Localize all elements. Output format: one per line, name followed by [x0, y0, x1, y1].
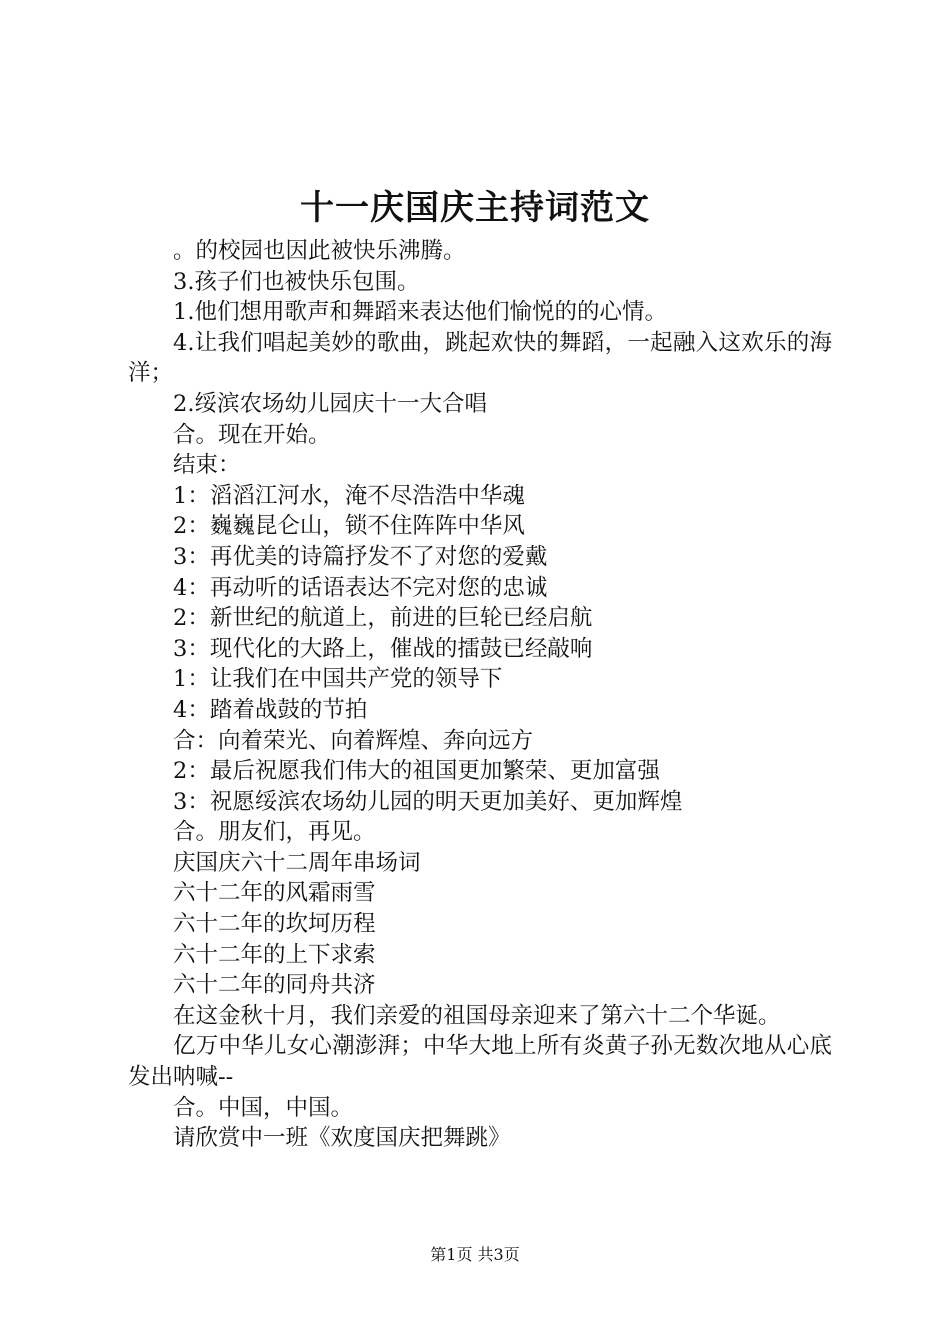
paragraph: 亿万中华儿女心潮澎湃；中华大地上所有炎黄子孙无数次地从心底发出呐喊--	[128, 1033, 832, 1091]
paragraph: 2：新世纪的航道上，前进的巨轮已经启航	[173, 605, 593, 632]
paragraph: 4：踏着战鼓的节拍	[173, 696, 368, 723]
paragraph: 合。朋友们，再见。	[173, 819, 376, 846]
paragraph: 1：滔滔江河水，淹不尽浩浩中华魂	[173, 482, 525, 509]
paragraph: 4：再动听的话语表达不完对您的忠诚	[173, 574, 548, 601]
paragraph: 合。中国，中国。	[173, 1094, 354, 1121]
paragraph: 六十二年的同舟共济	[173, 972, 376, 999]
paragraph: 在这金秋十月，我们亲爱的祖国母亲迎来了第六十二个华诞。	[173, 1002, 781, 1029]
paragraph: 2：最后祝愿我们伟大的祖国更加繁荣、更加富强	[173, 758, 660, 785]
paragraph: 合。现在开始。	[173, 421, 331, 448]
paragraph: 。的校园也因此被快乐沸腾。	[173, 238, 466, 264]
paragraph: 六十二年的上下求索	[173, 941, 376, 968]
paragraph: 3.孩子们也被快乐包围。	[173, 268, 420, 295]
paragraph: 2：巍巍昆仑山，锁不住阵阵中华风	[173, 513, 525, 540]
document-body	[128, 236, 832, 1154]
paragraph: 1.他们想用歌声和舞蹈来表达他们愉悦的的心情。	[173, 299, 667, 326]
paragraph: 3：再优美的诗篇抒发不了对您的爱戴	[173, 543, 548, 570]
paragraph: 4.让我们唱起美妙的歌曲，跳起欢快的舞蹈，一起融入这欢乐的海洋；	[128, 329, 832, 387]
page-footer: 第1页 共3页	[430, 1245, 520, 1264]
paragraph: 3：祝愿绥滨农场幼儿园的明天更加美好、更加辉煌	[173, 788, 683, 815]
paragraph: 2.绥滨农场幼儿园庆十一大合唱	[173, 390, 487, 417]
paragraph: 合：向着荣光、向着辉煌、奔向远方	[173, 727, 534, 754]
paragraph: 结束：	[173, 452, 241, 479]
paragraph: 六十二年的风霜雨雪	[173, 880, 376, 907]
paragraph: 1：让我们在中国共产党的领导下	[173, 666, 503, 693]
paragraph: 请欣赏中一班《欢度国庆把舞跳》	[173, 1125, 511, 1152]
paragraph: 3：现代化的大路上，催战的擂鼓已经敲响	[173, 635, 593, 662]
section-heading: 庆国庆六十二周年串场词	[173, 849, 421, 876]
document-title: 十一庆国庆主持词范文	[300, 188, 650, 228]
paragraph: 六十二年的坎坷历程	[173, 911, 376, 938]
